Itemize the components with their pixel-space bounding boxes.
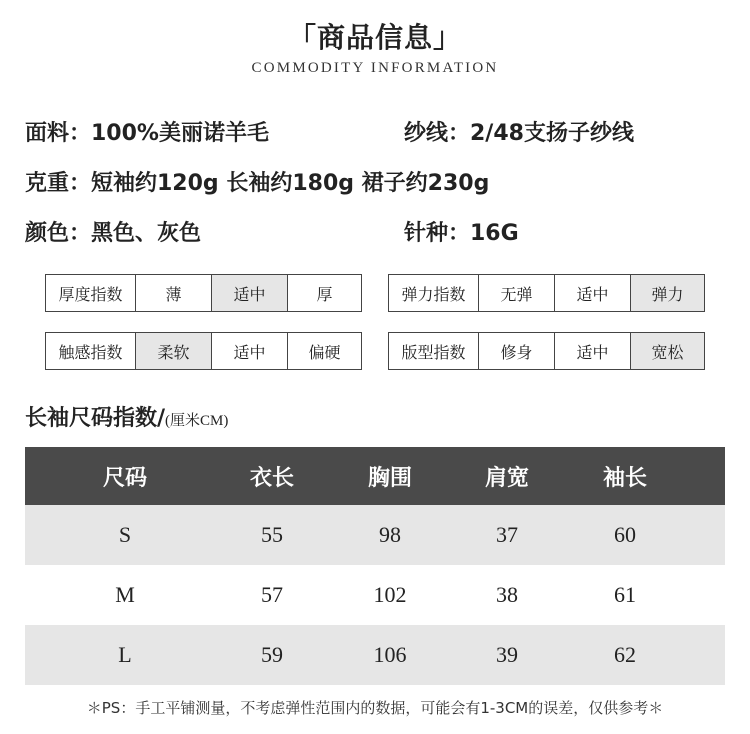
size-unit: (厘米CM) <box>165 413 229 429</box>
color-info: 颜色：黑色、灰色 <box>25 221 202 246</box>
size-section-heading: 长袖尺码指数/ <box>25 406 166 431</box>
table-header-cell: 肩宽 <box>484 465 529 491</box>
table-header-cell: 胸围 <box>367 465 412 491</box>
table-cell: 55 <box>261 522 283 547</box>
table-cell: 102 <box>373 582 407 607</box>
thickness-scale <box>45 274 362 312</box>
scale-option: 修身 <box>478 333 554 369</box>
scale-option: 适中 <box>554 275 630 311</box>
table-cell: L <box>118 642 132 667</box>
scale-option: 适中 <box>211 275 287 311</box>
scale-option: 适中 <box>211 333 287 369</box>
table-row <box>25 505 725 565</box>
size-table <box>25 447 725 685</box>
measurement-note: ＊PS：手工平铺测量，不考虑弹性范围内的数据，可能会有1-3CM的误差，仅供参考＊ <box>86 699 664 717</box>
size-section-title <box>25 401 228 432</box>
fit-scale <box>388 332 705 370</box>
weight-info: 克重：短袖约120g 长袖约180g 裙子约230g <box>25 171 490 196</box>
fabric-info: 面料：100%美丽诺羊毛 <box>25 121 269 146</box>
table-header-cell: 尺码 <box>102 465 147 491</box>
scale-option: 偏硬 <box>287 333 361 369</box>
table-cell: M <box>115 582 135 607</box>
scale-option: 适中 <box>554 333 630 369</box>
scale-option: 厚 <box>287 275 361 311</box>
page-subtitle: COMMODITY INFORMATION <box>251 60 499 76</box>
gauge-info: 针种：16G <box>404 221 519 246</box>
scale-label: 厚度指数 <box>58 284 123 304</box>
page-title: 「商品信息」 <box>287 21 462 54</box>
elasticity-scale <box>388 274 705 312</box>
table-row <box>25 565 725 625</box>
yarn-info: 纱线：2/48支扬子纱线 <box>404 121 634 146</box>
scale-label: 弹力指数 <box>401 284 466 304</box>
table-cell: 38 <box>496 582 518 607</box>
table-header-cell: 袖长 <box>602 465 647 491</box>
table-cell: 60 <box>614 522 636 547</box>
table-cell: 61 <box>614 582 636 607</box>
table-row <box>25 625 725 685</box>
table-cell: 59 <box>261 642 283 667</box>
scale-label: 触感指数 <box>58 342 123 362</box>
scale-option: 弹力 <box>630 275 704 311</box>
table-cell: 37 <box>496 522 518 547</box>
scale-option: 无弹 <box>478 275 554 311</box>
table-cell: S <box>118 522 132 547</box>
table-cell: 106 <box>373 642 407 667</box>
touch-scale <box>45 332 362 370</box>
scale-option: 薄 <box>135 275 211 311</box>
scale-label: 版型指数 <box>401 342 466 362</box>
table-cell: 98 <box>379 522 401 547</box>
table-cell: 62 <box>614 642 636 667</box>
table-cell: 57 <box>261 582 283 607</box>
table-cell: 39 <box>496 642 518 667</box>
table-header-cell: 衣长 <box>249 465 294 491</box>
scale-option: 宽松 <box>630 333 704 369</box>
scale-option: 柔软 <box>135 333 211 369</box>
table-header-row <box>25 447 725 505</box>
